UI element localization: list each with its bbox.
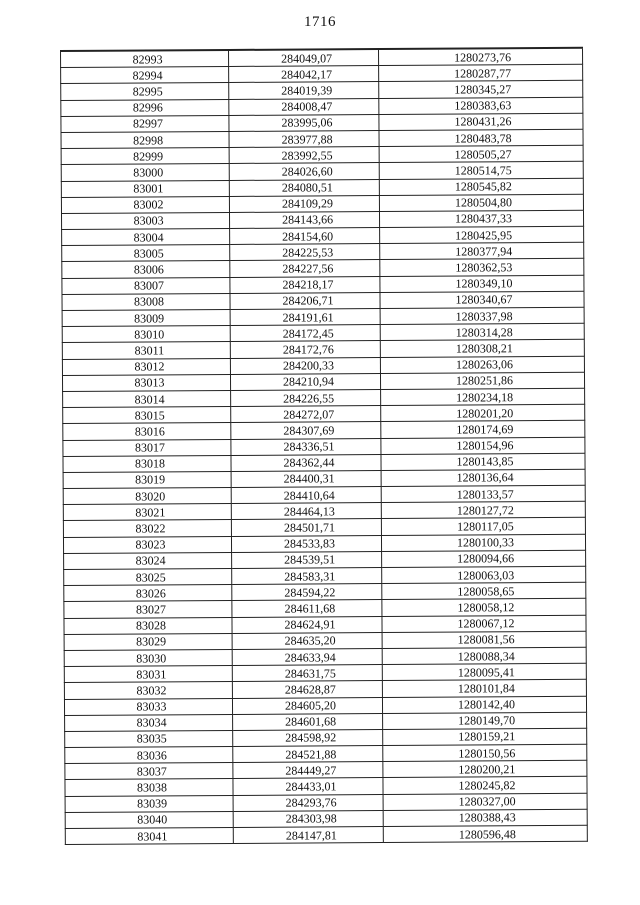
y-coordinate-cell: 1280149,70 (383, 712, 587, 729)
y-coordinate-cell: 1280150,56 (383, 744, 587, 761)
y-coordinate-cell: 1280081,56 (382, 631, 586, 648)
point-id-cell: 83012 (62, 358, 230, 375)
point-id-cell: 83002 (61, 196, 229, 213)
point-id-cell: 83039 (65, 795, 233, 812)
x-coordinate-cell: 284539,51 (232, 551, 382, 568)
x-coordinate-cell: 284611,68 (232, 600, 382, 617)
x-coordinate-cell: 284008,47 (229, 98, 379, 115)
y-coordinate-cell: 1280159,21 (383, 728, 587, 745)
x-coordinate-cell: 284449,27 (233, 762, 383, 779)
table-row (65, 825, 587, 844)
y-coordinate-cell: 1280201,20 (381, 404, 585, 421)
x-coordinate-cell: 283995,06 (229, 114, 379, 131)
x-coordinate-cell: 284109,29 (229, 195, 379, 212)
x-coordinate-cell: 284293,76 (233, 794, 383, 811)
y-coordinate-cell: 1280287,77 (379, 64, 583, 81)
coordinates-table (60, 47, 588, 845)
x-coordinate-cell: 284628,87 (232, 681, 382, 698)
y-coordinate-cell: 1280362,53 (380, 259, 584, 276)
point-id-cell: 83031 (64, 666, 232, 683)
x-coordinate-cell: 284172,45 (230, 325, 380, 342)
x-coordinate-cell: 284172,76 (230, 341, 380, 358)
point-id-cell: 83027 (64, 601, 232, 618)
point-id-cell: 83023 (63, 536, 231, 553)
point-id-cell: 83034 (65, 714, 233, 731)
y-coordinate-cell: 1280327,00 (383, 793, 587, 810)
x-coordinate-cell: 284218,17 (230, 276, 380, 293)
x-coordinate-cell: 284583,31 (232, 568, 382, 585)
y-coordinate-cell: 1280337,98 (380, 307, 584, 324)
x-coordinate-cell: 284362,44 (231, 454, 381, 471)
point-id-cell: 83000 (61, 164, 229, 181)
x-coordinate-cell: 284206,71 (230, 292, 380, 309)
x-coordinate-cell: 284400,31 (231, 470, 381, 487)
y-coordinate-cell: 1280431,26 (379, 113, 583, 130)
y-coordinate-cell: 1280263,06 (380, 356, 584, 373)
point-id-cell: 83013 (62, 374, 230, 391)
x-coordinate-cell: 284598,92 (233, 729, 383, 746)
point-id-cell: 83025 (64, 568, 232, 585)
y-coordinate-cell: 1280383,63 (379, 97, 583, 114)
point-id-cell: 82995 (61, 83, 229, 100)
x-coordinate-cell: 284633,94 (232, 648, 382, 665)
y-coordinate-cell: 1280349,10 (380, 275, 584, 292)
y-coordinate-cell: 1280545,82 (379, 178, 583, 195)
y-coordinate-cell: 1280088,34 (382, 647, 586, 664)
y-coordinate-cell: 1280142,40 (382, 696, 586, 713)
point-id-cell: 83030 (64, 649, 232, 666)
point-id-cell: 82998 (61, 131, 229, 148)
y-coordinate-cell: 1280101,84 (382, 680, 586, 697)
y-coordinate-cell: 1280094,66 (382, 550, 586, 567)
x-coordinate-cell: 284200,33 (230, 357, 380, 374)
point-id-cell: 83026 (64, 585, 232, 602)
y-coordinate-cell: 1280273,76 (379, 48, 583, 66)
y-coordinate-cell: 1280504,80 (379, 194, 583, 211)
point-id-cell: 82999 (61, 148, 229, 165)
point-id-cell: 83022 (63, 520, 231, 537)
y-coordinate-cell: 1280154,96 (381, 437, 585, 454)
point-id-cell: 83035 (65, 730, 233, 747)
x-coordinate-cell: 284521,88 (233, 746, 383, 763)
x-coordinate-cell: 284307,69 (231, 422, 381, 439)
x-coordinate-cell: 284272,07 (231, 406, 381, 423)
point-id-cell: 83033 (64, 698, 232, 715)
point-id-cell: 82993 (61, 50, 229, 68)
point-id-cell: 83007 (62, 277, 230, 294)
y-coordinate-cell: 1280377,94 (380, 243, 584, 260)
point-id-cell: 83037 (65, 763, 233, 780)
x-coordinate-cell: 283992,55 (229, 147, 379, 164)
point-id-cell: 83019 (63, 471, 231, 488)
y-coordinate-cell: 1280437,33 (379, 210, 583, 227)
x-coordinate-cell: 284303,98 (233, 810, 383, 827)
y-coordinate-cell: 1280234,18 (381, 388, 585, 405)
y-coordinate-cell: 1280095,41 (382, 663, 586, 680)
x-coordinate-cell: 284594,22 (232, 584, 382, 601)
y-coordinate-cell: 1280067,12 (382, 615, 586, 632)
x-coordinate-cell: 284336,51 (231, 438, 381, 455)
y-coordinate-cell: 1280388,43 (383, 809, 587, 826)
page-number: 1716 (304, 14, 336, 30)
y-coordinate-cell: 1280514,75 (379, 162, 583, 179)
y-coordinate-cell: 1280133,57 (381, 485, 585, 502)
point-id-cell: 83010 (62, 326, 230, 343)
point-id-cell: 82994 (61, 67, 229, 84)
point-id-cell: 83015 (63, 407, 231, 424)
x-coordinate-cell: 284154,60 (230, 228, 380, 245)
point-id-cell: 83024 (64, 552, 232, 569)
point-id-cell: 83032 (64, 682, 232, 699)
y-coordinate-cell: 1280596,48 (383, 825, 587, 842)
y-coordinate-cell: 1280143,85 (381, 453, 585, 470)
x-coordinate-cell: 284225,53 (230, 244, 380, 261)
y-coordinate-cell: 1280340,67 (380, 291, 584, 308)
point-id-cell: 83036 (65, 747, 233, 764)
y-coordinate-cell: 1280200,21 (383, 761, 587, 778)
x-coordinate-cell: 284433,01 (233, 778, 383, 795)
point-id-cell: 83011 (62, 342, 230, 359)
y-coordinate-cell: 1280345,27 (379, 81, 583, 98)
point-id-cell: 83008 (62, 293, 230, 310)
coordinates-table-body (61, 48, 588, 845)
point-id-cell: 83021 (63, 504, 231, 521)
x-coordinate-cell: 284227,56 (230, 260, 380, 277)
x-coordinate-cell: 284605,20 (232, 697, 382, 714)
x-coordinate-cell: 284624,91 (232, 616, 382, 633)
point-id-cell: 83014 (63, 390, 231, 407)
x-coordinate-cell: 284635,20 (232, 632, 382, 649)
x-coordinate-cell: 284191,61 (230, 309, 380, 326)
coordinates-table-wrapper (60, 50, 582, 845)
x-coordinate-cell: 284042,17 (229, 66, 379, 83)
y-coordinate-cell: 1280505,27 (379, 145, 583, 162)
x-coordinate-cell: 284631,75 (232, 665, 382, 682)
y-coordinate-cell: 1280127,72 (381, 502, 585, 519)
point-id-cell: 83017 (63, 439, 231, 456)
y-coordinate-cell: 1280245,82 (383, 777, 587, 794)
y-coordinate-cell: 1280100,33 (381, 534, 585, 551)
x-coordinate-cell: 284143,66 (229, 211, 379, 228)
point-id-cell: 83041 (65, 827, 233, 844)
y-coordinate-cell: 1280136,64 (381, 469, 585, 486)
point-id-cell: 83028 (64, 617, 232, 634)
y-coordinate-cell: 1280314,28 (380, 323, 584, 340)
y-coordinate-cell: 1280174,69 (381, 421, 585, 438)
point-id-cell: 83018 (63, 455, 231, 472)
point-id-cell: 83016 (63, 423, 231, 440)
x-coordinate-cell: 284049,07 (229, 49, 379, 67)
point-id-cell: 82997 (61, 115, 229, 132)
x-coordinate-cell: 284533,83 (231, 535, 381, 552)
point-id-cell: 82996 (61, 99, 229, 116)
point-id-cell: 83029 (64, 633, 232, 650)
y-coordinate-cell: 1280063,03 (382, 566, 586, 583)
y-coordinate-cell: 1280117,05 (381, 518, 585, 535)
x-coordinate-cell: 284210,94 (230, 373, 380, 390)
x-coordinate-cell: 284501,71 (231, 519, 381, 536)
x-coordinate-cell: 284601,68 (233, 713, 383, 730)
y-coordinate-cell: 1280483,78 (379, 129, 583, 146)
x-coordinate-cell: 284226,55 (231, 389, 381, 406)
point-id-cell: 83009 (62, 309, 230, 326)
x-coordinate-cell: 284026,60 (229, 163, 379, 180)
point-id-cell: 83003 (61, 212, 229, 229)
y-coordinate-cell: 1280251,86 (380, 372, 584, 389)
x-coordinate-cell: 284019,39 (229, 82, 379, 99)
x-coordinate-cell: 284410,64 (231, 487, 381, 504)
point-id-cell: 83020 (63, 488, 231, 505)
y-coordinate-cell: 1280425,95 (380, 226, 584, 243)
point-id-cell: 83006 (62, 261, 230, 278)
y-coordinate-cell: 1280058,12 (382, 599, 586, 616)
x-coordinate-cell: 283977,88 (229, 130, 379, 147)
y-coordinate-cell: 1280058,65 (382, 582, 586, 599)
point-id-cell: 83038 (65, 779, 233, 796)
x-coordinate-cell: 284464,13 (231, 503, 381, 520)
point-id-cell: 83001 (61, 180, 229, 197)
point-id-cell: 83005 (62, 245, 230, 262)
x-coordinate-cell: 284147,81 (233, 827, 383, 844)
point-id-cell: 83004 (62, 229, 230, 246)
y-coordinate-cell: 1280308,21 (380, 340, 584, 357)
point-id-cell: 83040 (65, 811, 233, 828)
x-coordinate-cell: 284080,51 (229, 179, 379, 196)
